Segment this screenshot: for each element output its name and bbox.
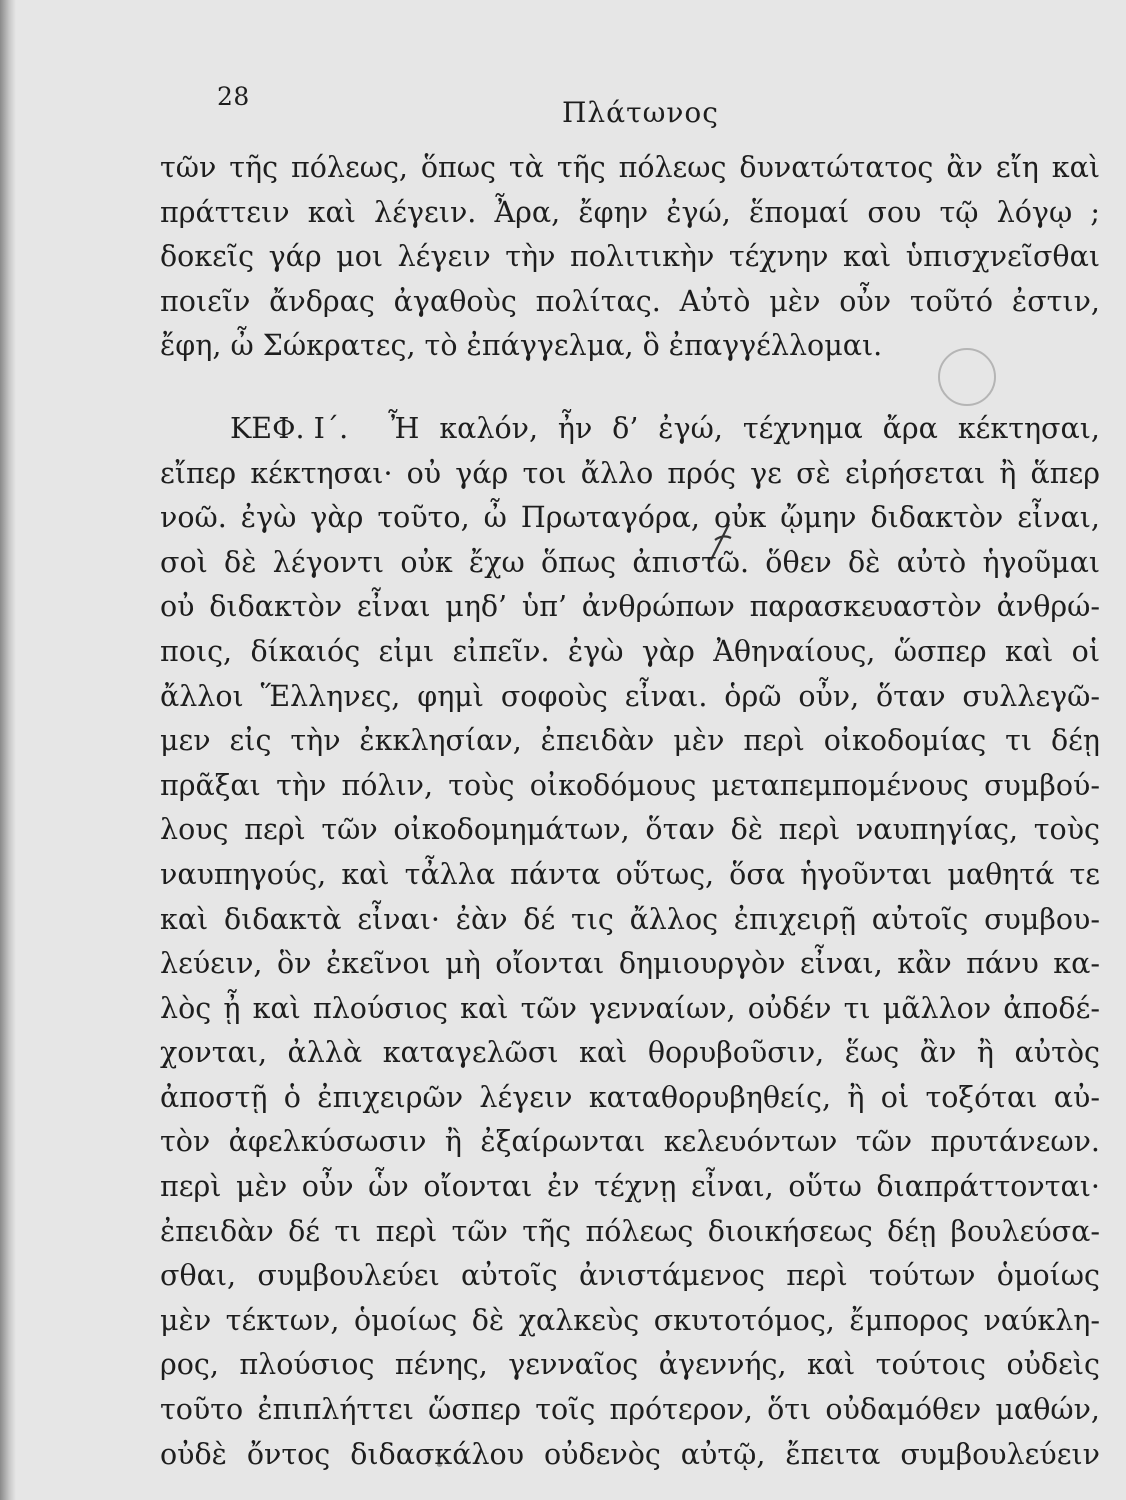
page-number: 28 (217, 82, 250, 111)
text-line: περὶ μὲν οὖν ὧν οἴονται ἐν τέχνῃ εἶναι, οὕτω διαπράττονται· (160, 1170, 1100, 1204)
chapter-first-line: Ἦ καλόν, ἦν δ’ ἐγώ, τέχνημα ἄρα κέκτησαι, (388, 411, 1100, 445)
text-line: ἄλλοι Ἕλληνες, φημὶ σοφοὺς εἶναι. ὁρῶ οὖν, ὅταν συλλεγῶ- (160, 679, 1100, 713)
paragraph-after-chapter (160, 452, 1100, 1478)
text-line: πρᾶξαι τὴν πόλιν, τοὺς οἰκοδόμους μεταπεμπομένους συμβού- (160, 768, 1100, 802)
text-line: τὸν ἀφελκύσωσιν ἢ ἐξαίρωνται κελευόντων τῶν πρυτάνεων. (160, 1125, 1100, 1159)
text-line: ἐπειδὰν δέ τι περὶ τῶν τῆς πόλεως διοικήσεως δέῃ βουλεύσα- (160, 1214, 1100, 1248)
text-line: ποις, δίκαιός εἰμι εἰπεῖν. ἐγὼ γὰρ Ἀθηναίους, ὥσπερ καὶ οἱ (160, 634, 1100, 668)
text-line: οὐ διδακτὸν εἶναι μηδ’ ὑπ’ ἀνθρώπων παρασκευαστὸν ἀνθρώ- (160, 590, 1100, 624)
text-line: μεν εἰς τὴν ἐκκλησίαν, ἐπειδὰν μὲν περὶ οἰκοδομίας τι δέῃ (160, 724, 1100, 758)
text-line: λεύειν, ὃν ἐκεῖνοι μὴ οἴονται δημιουργὸν εἶναι, κἂν πάνυ κα- (160, 947, 1100, 981)
text-line: οὐδὲ ὄντος διδασκάλου οὐδενὸς αὐτῷ, ἔπειτα συμβουλεύειν (160, 1437, 1100, 1471)
text-line: πράττειν καὶ λέγειν. Ἆρα, ἔφην ἐγώ, ἕπομαί σου τῷ λόγῳ ; (160, 195, 1100, 229)
running-title: Πλάτωνος (562, 96, 719, 129)
text-line: ἔφη, ὦ Σώκρατες, τὸ ἐπάγγελμα, ὃ ἐπαγγέλλομαι. (160, 329, 883, 363)
text-line: ἀποστῇ ὁ ἐπιχειρῶν λέγειν καταθορυβηθείς, ἢ οἱ τοξόται αὐ- (160, 1080, 1100, 1114)
paragraph-gap (160, 369, 1100, 407)
scan-page-edge (0, 0, 16, 1500)
text-line: ναυπηγούς, καὶ τἆλλα πάντα οὕτως, ὅσα ἡγοῦνται μαθητά τε (160, 857, 1100, 891)
text-line: εἴπερ κέκτησαι· οὐ γάρ τοι ἄλλο πρός γε σὲ εἰρήσεται ἢ ἅπερ (160, 456, 1100, 490)
text-line: μὲν τέκτων, ὁμοίως δὲ χαλκεὺς σκυτοτόμος, ἔμπορος ναύκλη- (160, 1303, 1100, 1337)
text-line: τῶν τῆς πόλεως, ὅπως τὰ τῆς πόλεως δυνατώτατος ἂν εἴη καὶ (160, 151, 1100, 184)
text-line: καὶ διδακτὰ εἶναι· ἐὰν δέ τις ἄλλος ἐπιχειρῇ αὐτοῖς συμβου- (160, 902, 1100, 936)
paragraph-before-chapter (160, 146, 1100, 369)
chapter-label: ΚΕΦ. Ι΄. (230, 411, 349, 445)
text-line: τοῦτο ἐπιπλήττει ὥσπερ τοῖς πρότερον, ὅτι οὐδαμόθεν μαθών, (160, 1393, 1100, 1427)
text-line: λὸς ᾖ καὶ πλούσιος καὶ τῶν γενναίων, οὐδέν τι μᾶλλον ἀποδέ- (160, 991, 1100, 1025)
text-line: ποιεῖν ἄνδρας ἀγαθοὺς πολίτας. Αὐτὸ μὲν οὖν τοῦτό ἐστιν, (160, 284, 1100, 318)
text-line: δοκεῖς γάρ μοι λέγειν τὴν πολιτικὴν τέχνην καὶ ὑπισχνεῖσθαι (160, 240, 1100, 274)
text-line: σθαι, συμβουλεύει αὐτοῖς ἀνιστάμενος περὶ τούτων ὁμοίως (160, 1259, 1100, 1293)
text-line: λους περὶ τῶν οἰκοδομημάτων, ὅταν δὲ περὶ ναυπηγίας, τοὺς (160, 813, 1100, 847)
text-line: νοῶ. ἐγὼ γὰρ τοῦτο, ὦ Πρωταγόρα, οὐκ ᾤμην διδακτὸν εἶναι, (160, 501, 1100, 535)
chapter-heading-line (160, 407, 1100, 452)
text-line: χονται, ἀλλὰ καταγελῶσι καὶ θορυβοῦσιν, ἕως ἂν ἢ αὐτὸς (160, 1036, 1100, 1070)
body-text (160, 146, 1100, 1477)
text-line: σοὶ δὲ λέγοντι οὐκ ἔχω ὅπως ἀπιστῶ. ὅθεν δὲ αὐτὸ ἡγοῦμαι (160, 545, 1100, 579)
text-line: ρος, πλούσιος πένης, γενναῖος ἀγεννής, καὶ τούτοις οὐδεὶς (160, 1348, 1100, 1382)
